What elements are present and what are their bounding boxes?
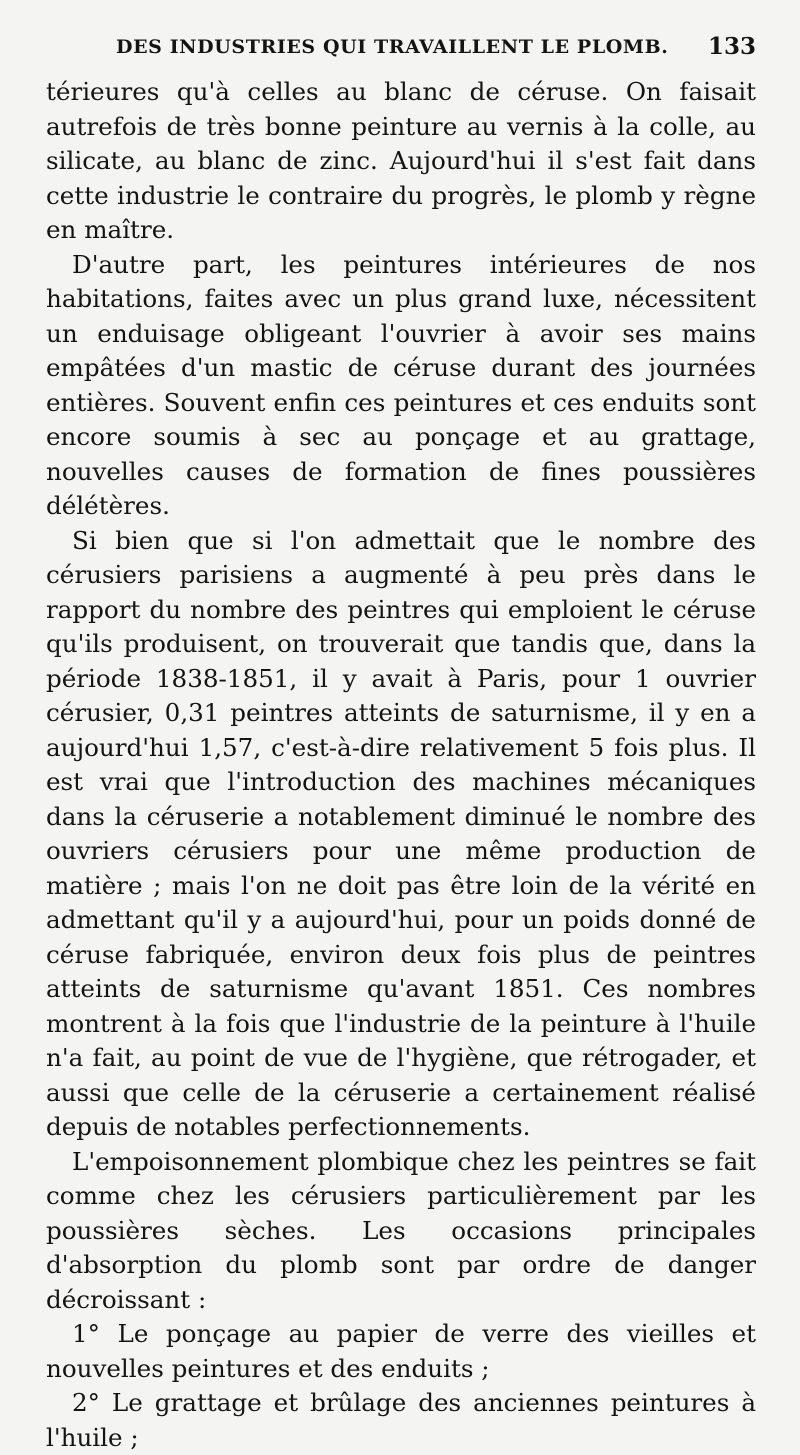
- page-header: [116, 33, 756, 66]
- running-title: DES INDUSTRIES QUI TRAVAILLENT LE PLOMB.: [116, 36, 669, 58]
- paragraph-interior-paints: D'autre part, les peintures intérieures de nos habitations, faites avec un plus grand luxe, nécessitent un enduisage obligeant l'ouvrier à avoir ses mains empâtées d'un mastic de céruse durant des journées entières. Souvent enfin ces peintures et ces enduits sont encore soumis à sec au ponçage et au grattage, nouvelles causes de formation de fines poussières délétères.: [46, 249, 756, 520]
- list-item-sanding: 1° Le ponçage au papier de verre des vieilles et nouvelles peintures et des enduits ;: [46, 1319, 756, 1383]
- paragraph-statistics: Si bien que si l'on admettait que le nombre des cérusiers parisiens a augmenté à peu près dans le rapport du nombre des peintres qui emploient le céruse qu'ils produisent, on trouverait que tandis que, dans la période 1838-1851, il y avait à Paris, pour 1 ouvrier cérusier, 0,31 peintres atteints de saturnisme, il y en a aujourd'hui 1,57, c'est-à-dire relativement 5 fois plus. Il est vrai que l'introduction des machines mécaniques dans la céruserie a notablement diminué le nombre des ouvriers cérusiers pour une même production de matière ; mais l'on ne doit pas être loin de la vérité en admettant qu'il y a aujourd'hui, pour un poids donné de céruse fabriquée, environ deux fois plus de peintres atteints de saturnisme qu'avant 1851. Ces nombres montrent à la fois que l'industrie de la peinture à l'huile n'a fait, au point de vue de l'hygiène, que rétrogader, et aussi que celle de la céruserie a certainement réalisé depuis de notables perfectionnements.: [46, 525, 756, 1141]
- body-text: [46, 75, 756, 1455]
- page-number: 133: [707, 33, 756, 60]
- paragraph-poisoning: L'empoisonnement plombique chez les peintres se fait comme chez les cérusiers particulièrement par les poussières sèches. Les occasions principales d'absorption du plomb sont par ordre de danger décroissant :: [46, 1146, 756, 1314]
- paragraph-continuation: térieures qu'à celles au blanc de céruse. On faisait autrefois de très bonne peinture au vernis à la colle, au silicate, au blanc de zinc. Aujourd'hui il s'est fait dans cette industrie le contraire du progrès, le plomb y règne en maître.: [46, 77, 756, 244]
- list-item-scraping: 2° Le grattage et brûlage des anciennes peintures à l'huile ;: [46, 1388, 756, 1452]
